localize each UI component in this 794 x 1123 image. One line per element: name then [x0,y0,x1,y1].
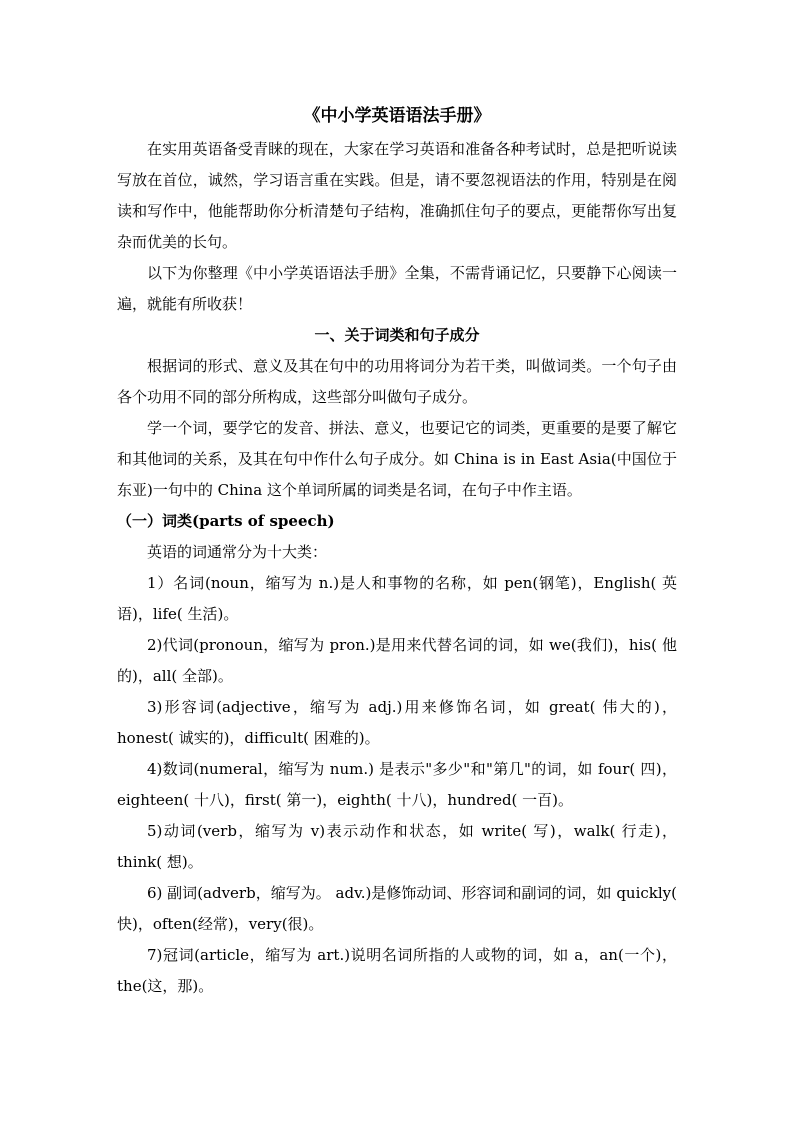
document-title: 《中小学英语语法手册》 [303,106,491,126]
document-page [117,98,677,1002]
subsection-heading: （一）词类(parts of speech) [117,512,335,530]
list-item: 3)形容词(adjective，缩写为 adj.)用来修饰名词，如 great( 伟大的)，honest( 诚实的)，difficult( 困难的)。 [117,698,677,747]
section-paragraph: 根据词的形式、意义及其在句中的功用将词分为若干类，叫做词类。一个句子由各个功用不同的部分所构成，这些部分叫做句子成分。 [117,357,677,406]
list-item: 5)动词(verb，缩写为 v)表示动作和状态，如 write( 写)，walk( 行走)，think( 想)。 [117,822,677,871]
list-item: 1）名词(noun，缩写为 n.)是人和事物的名称，如 pen(钢笔)，English( 英语)，life( 生活)。 [117,574,677,623]
section-heading: 一、关于词类和句子成分 [314,326,480,344]
section-paragraph: 学一个词，要学它的发音、拼法、意义，也要记它的词类，更重要的是要了解它和其他词的关系，及其在句中作什么句子成分。如 China is in East Asia(中国位于东亚)一句中的 China 这个单词所属的词类是名词，在句子中作主语。 [117,419,677,499]
subsection-lead: 英语的词通常分为十大类： [147,543,328,561]
list-item: 4)数词(numeral，缩写为 num.) 是表示"多少"和"第几"的词，如 four( 四)，eighteen( 十八)，first( 第一)，eighth( 十八)，hundred( 一百)。 [117,760,677,809]
intro-paragraph: 在实用英语备受青睐的现在，大家在学习英语和准备各种考试时，总是把听说读写放在首位，诚然，学习语言重在实践。但是，请不要忽视语法的作用，特别是在阅读和写作中，他能帮助你分析清楚句子结构，准确抓住句子的要点，更能帮你写出复杂而优美的长句。 [117,140,677,251]
intro-paragraph: 以下为你整理《中小学英语语法手册》全集，不需背诵记忆，只要静下心阅读一遍，就能有所收获！ [117,264,677,313]
list-item: 2)代词(pronoun，缩写为 pron.)是用来代替名词的词，如 we(我们)，his( 他的)，all( 全部)。 [117,636,677,685]
list-item: 6) 副词(adverb，缩写为。 adv.)是修饰动词、形容词和副词的词，如 quickly( 快)，often(经常)，very(很)。 [117,884,677,933]
list-item: 7)冠词(article，缩写为 art.)说明名词所指的人或物的词，如 a，an(一个)，the(这，那)。 [117,946,677,995]
